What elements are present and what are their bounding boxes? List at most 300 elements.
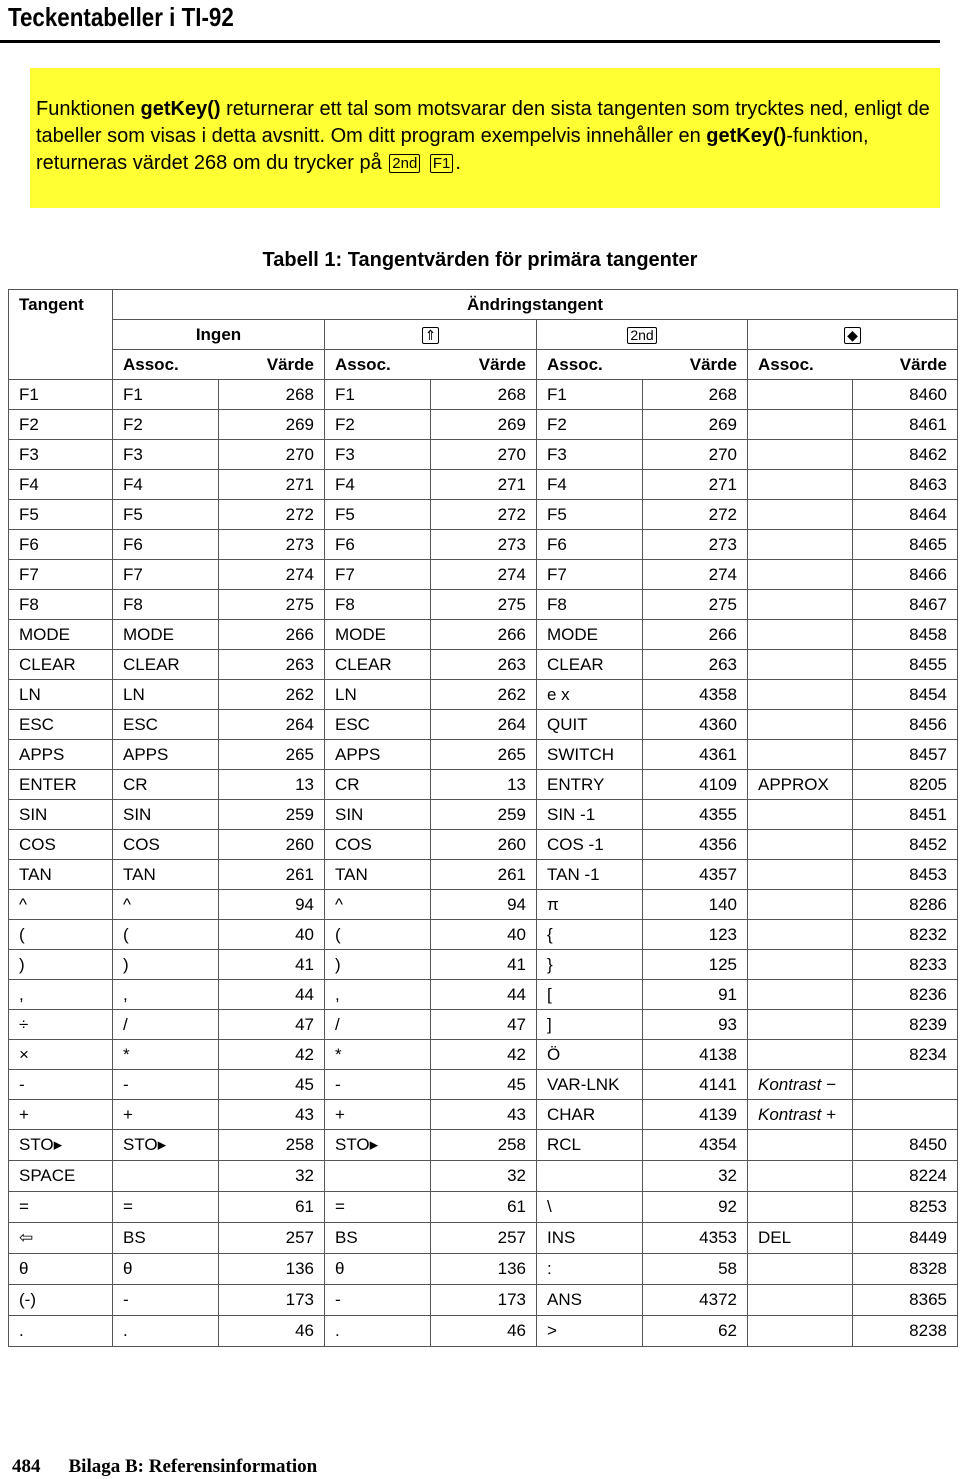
- cell-shift-value: 42: [431, 1040, 537, 1070]
- cell-key-name: SPACE: [9, 1161, 113, 1192]
- cell-none-value: 46: [219, 1316, 325, 1347]
- cell-second-value: 4356: [643, 830, 748, 860]
- cell-shift-value: 261: [431, 860, 537, 890]
- page-title: Teckentabeller i TI-92: [8, 2, 234, 32]
- cell-shift-assoc: STO▸: [325, 1130, 431, 1161]
- cell-shift-assoc: MODE: [325, 620, 431, 650]
- cell-diamond-value: 8458: [853, 620, 958, 650]
- cell-shift-value: 268: [431, 380, 537, 410]
- cell-diamond-assoc: [748, 980, 853, 1010]
- table-row: [9, 650, 958, 680]
- cell-none-value: 61: [219, 1192, 325, 1223]
- cell-diamond-assoc: [748, 1040, 853, 1070]
- cell-none-value: 265: [219, 740, 325, 770]
- cell-diamond-value: 8460: [853, 380, 958, 410]
- cell-diamond-assoc: APPROX: [748, 770, 853, 800]
- cell-none-assoc: TAN: [113, 860, 219, 890]
- cell-none-value: 262: [219, 680, 325, 710]
- cell-key-name: F1: [9, 380, 113, 410]
- cell-none-value: 261: [219, 860, 325, 890]
- cell-second-value: 4361: [643, 740, 748, 770]
- cell-none-value: 43: [219, 1100, 325, 1130]
- page-footer: [12, 1456, 317, 1478]
- cell-none-assoc: -: [113, 1285, 219, 1316]
- cell-shift-value: 269: [431, 410, 537, 440]
- cell-shift-assoc: F7: [325, 560, 431, 590]
- cell-diamond-value: [853, 1070, 958, 1100]
- cell-second-assoc: F5: [537, 500, 643, 530]
- cell-diamond-assoc: [748, 680, 853, 710]
- cell-shift-assoc: (: [325, 920, 431, 950]
- table-row: [9, 980, 958, 1010]
- cell-second-value: 274: [643, 560, 748, 590]
- cell-second-assoc: F4: [537, 470, 643, 500]
- table-row: [9, 410, 958, 440]
- table-row: [9, 1285, 958, 1316]
- cell-key-name: F8: [9, 590, 113, 620]
- cell-none-assoc: θ: [113, 1254, 219, 1285]
- key-2nd-icon: 2nd: [389, 154, 420, 173]
- cell-second-value: 272: [643, 500, 748, 530]
- table-row: [9, 830, 958, 860]
- cell-second-assoc: TAN -1: [537, 860, 643, 890]
- cell-second-assoc: }: [537, 950, 643, 980]
- cell-diamond-value: 8452: [853, 830, 958, 860]
- table-row: [9, 1040, 958, 1070]
- cell-second-value: 273: [643, 530, 748, 560]
- cell-none-assoc: (: [113, 920, 219, 950]
- cell-second-assoc: QUIT: [537, 710, 643, 740]
- cell-key-name: +: [9, 1100, 113, 1130]
- cell-diamond-value: 8236: [853, 980, 958, 1010]
- cell-key-name: =: [9, 1192, 113, 1223]
- shift-key-icon: ⇑: [422, 327, 440, 344]
- cell-second-assoc: VAR-LNK: [537, 1070, 643, 1100]
- table-row: [9, 1316, 958, 1347]
- cell-none-assoc: *: [113, 1040, 219, 1070]
- cell-second-value: 125: [643, 950, 748, 980]
- cell-second-value: 268: [643, 380, 748, 410]
- header-none: Ingen: [113, 320, 325, 350]
- cell-diamond-value: 8461: [853, 410, 958, 440]
- cell-shift-value: 262: [431, 680, 537, 710]
- cell-shift-value: 173: [431, 1285, 537, 1316]
- cell-shift-value: 272: [431, 500, 537, 530]
- cell-second-assoc: SIN -1: [537, 800, 643, 830]
- cell-second-assoc: MODE: [537, 620, 643, 650]
- table-row: [9, 1161, 958, 1192]
- cell-second-value: 4353: [643, 1223, 748, 1254]
- cell-none-assoc: ^: [113, 890, 219, 920]
- cell-diamond-assoc: [748, 1254, 853, 1285]
- table-row: [9, 710, 958, 740]
- cell-second-value: 271: [643, 470, 748, 500]
- table-row: [9, 1010, 958, 1040]
- cell-second-assoc: ]: [537, 1010, 643, 1040]
- cell-diamond-assoc: [748, 1285, 853, 1316]
- cell-shift-assoc: F3: [325, 440, 431, 470]
- cell-key-name: ×: [9, 1040, 113, 1070]
- cell-second-value: 93: [643, 1010, 748, 1040]
- cell-diamond-value: 8463: [853, 470, 958, 500]
- cell-none-value: 272: [219, 500, 325, 530]
- cell-second-value: 4360: [643, 710, 748, 740]
- cell-none-value: 275: [219, 590, 325, 620]
- table-row: [9, 1100, 958, 1130]
- cell-shift-value: 266: [431, 620, 537, 650]
- cell-diamond-value: 8239: [853, 1010, 958, 1040]
- cell-none-assoc: F7: [113, 560, 219, 590]
- cell-key-name: F7: [9, 560, 113, 590]
- cell-second-assoc: SWITCH: [537, 740, 643, 770]
- cell-second-value: 4358: [643, 680, 748, 710]
- cell-diamond-assoc: [748, 890, 853, 920]
- cell-shift-assoc: CR: [325, 770, 431, 800]
- cell-diamond-value: 8457: [853, 740, 958, 770]
- cell-key-name: .: [9, 1316, 113, 1347]
- cell-second-assoc: F8: [537, 590, 643, 620]
- cell-diamond-assoc: [748, 920, 853, 950]
- cell-second-value: 269: [643, 410, 748, 440]
- cell-none-assoc: CR: [113, 770, 219, 800]
- cell-none-assoc: [113, 1161, 219, 1192]
- cell-shift-assoc: *: [325, 1040, 431, 1070]
- cell-second-assoc: [537, 1161, 643, 1192]
- note-text-pre: Funktionen: [36, 98, 141, 120]
- table-row: [9, 1254, 958, 1285]
- section-title: Bilaga B: Referensinformation: [68, 1456, 318, 1477]
- cell-shift-value: 257: [431, 1223, 537, 1254]
- cell-diamond-assoc: [748, 1010, 853, 1040]
- cell-second-assoc: F3: [537, 440, 643, 470]
- cell-second-value: 123: [643, 920, 748, 950]
- cell-none-value: 264: [219, 710, 325, 740]
- note-text-mid1: returnerar ett tal som motsvarar den sista tangenten som trycktes ned, enligt de tabeller som visas i detta avsnitt. Om ditt program exempelvis innehåller en: [36, 98, 930, 147]
- cell-diamond-value: 8464: [853, 500, 958, 530]
- cell-key-name: APPS: [9, 740, 113, 770]
- cell-key-name: SIN: [9, 800, 113, 830]
- cell-shift-value: 270: [431, 440, 537, 470]
- cell-diamond-assoc: [748, 530, 853, 560]
- cell-none-assoc: /: [113, 1010, 219, 1040]
- cell-none-value: 13: [219, 770, 325, 800]
- cell-diamond-value: 8328: [853, 1254, 958, 1285]
- cell-none-value: 268: [219, 380, 325, 410]
- cell-shift-assoc: [325, 1161, 431, 1192]
- note-text-end: .: [455, 152, 461, 174]
- cell-key-name: ⇦: [9, 1223, 113, 1254]
- cell-shift-assoc: -: [325, 1285, 431, 1316]
- cell-none-value: 42: [219, 1040, 325, 1070]
- cell-second-assoc: F2: [537, 410, 643, 440]
- cell-shift-value: 45: [431, 1070, 537, 1100]
- cell-shift-assoc: F6: [325, 530, 431, 560]
- cell-shift-value: 40: [431, 920, 537, 950]
- cell-shift-value: 61: [431, 1192, 537, 1223]
- cell-diamond-assoc: DEL: [748, 1223, 853, 1254]
- cell-none-assoc: .: [113, 1316, 219, 1347]
- header-value: Värde: [431, 350, 537, 380]
- cell-shift-assoc: APPS: [325, 740, 431, 770]
- cell-second-value: 4372: [643, 1285, 748, 1316]
- cell-second-value: 4138: [643, 1040, 748, 1070]
- cell-second-value: 270: [643, 440, 748, 470]
- cell-diamond-assoc: [748, 830, 853, 860]
- cell-shift-value: 275: [431, 590, 537, 620]
- table-caption: Tabell 1: Tangentvärden för primära tangenter: [262, 249, 698, 271]
- cell-none-value: 32: [219, 1161, 325, 1192]
- cell-shift-assoc: θ: [325, 1254, 431, 1285]
- cell-second-value: 4139: [643, 1100, 748, 1130]
- header-value: Värde: [643, 350, 748, 380]
- cell-diamond-value: 8205: [853, 770, 958, 800]
- cell-shift-value: 136: [431, 1254, 537, 1285]
- cell-diamond-assoc: [748, 560, 853, 590]
- cell-none-assoc: ,: [113, 980, 219, 1010]
- cell-none-assoc: F4: [113, 470, 219, 500]
- table-row: [9, 530, 958, 560]
- cell-key-name: ^: [9, 890, 113, 920]
- cell-diamond-assoc: [748, 500, 853, 530]
- cell-none-value: 259: [219, 800, 325, 830]
- cell-second-assoc: COS -1: [537, 830, 643, 860]
- cell-shift-assoc: F2: [325, 410, 431, 440]
- table-row: [9, 1070, 958, 1100]
- cell-second-value: 263: [643, 650, 748, 680]
- cell-none-assoc: ESC: [113, 710, 219, 740]
- cell-shift-value: 258: [431, 1130, 537, 1161]
- key-code-table: [8, 289, 958, 1347]
- cell-shift-assoc: SIN: [325, 800, 431, 830]
- cell-shift-assoc: ^: [325, 890, 431, 920]
- cell-second-assoc: e x: [537, 680, 643, 710]
- cell-none-assoc: F1: [113, 380, 219, 410]
- cell-none-assoc: APPS: [113, 740, 219, 770]
- cell-none-assoc: -: [113, 1070, 219, 1100]
- cell-diamond-value: 8286: [853, 890, 958, 920]
- table-row: [9, 620, 958, 650]
- cell-none-value: 47: [219, 1010, 325, 1040]
- cell-diamond-assoc: [748, 650, 853, 680]
- table-row: [9, 860, 958, 890]
- cell-shift-value: 32: [431, 1161, 537, 1192]
- cell-none-assoc: F2: [113, 410, 219, 440]
- cell-diamond-assoc: [748, 620, 853, 650]
- cell-none-assoc: SIN: [113, 800, 219, 830]
- cell-shift-value: 274: [431, 560, 537, 590]
- cell-shift-value: 260: [431, 830, 537, 860]
- cell-none-value: 271: [219, 470, 325, 500]
- cell-second-assoc: RCL: [537, 1130, 643, 1161]
- table-row: [9, 1223, 958, 1254]
- cell-diamond-value: 8451: [853, 800, 958, 830]
- cell-key-name: θ: [9, 1254, 113, 1285]
- cell-none-assoc: F5: [113, 500, 219, 530]
- getkey-note-box: [30, 68, 940, 208]
- cell-key-name: F5: [9, 500, 113, 530]
- cell-none-value: 274: [219, 560, 325, 590]
- cell-none-assoc: COS: [113, 830, 219, 860]
- table-row: [9, 740, 958, 770]
- title-rule: [0, 40, 940, 43]
- cell-second-assoc: ANS: [537, 1285, 643, 1316]
- cell-diamond-assoc: Kontrast +: [748, 1100, 853, 1130]
- cell-second-assoc: \: [537, 1192, 643, 1223]
- cell-shift-assoc: F5: [325, 500, 431, 530]
- second-key-icon: 2nd: [627, 327, 656, 344]
- table-row: [9, 800, 958, 830]
- cell-shift-value: 271: [431, 470, 537, 500]
- cell-none-value: 41: [219, 950, 325, 980]
- key-code-rows: [9, 380, 958, 1347]
- table-row: [9, 500, 958, 530]
- cell-second-value: 4354: [643, 1130, 748, 1161]
- cell-diamond-value: 8365: [853, 1285, 958, 1316]
- cell-shift-assoc: .: [325, 1316, 431, 1347]
- cell-none-value: 45: [219, 1070, 325, 1100]
- cell-diamond-value: 8466: [853, 560, 958, 590]
- cell-second-value: 32: [643, 1161, 748, 1192]
- cell-diamond-value: 8450: [853, 1130, 958, 1161]
- cell-none-assoc: +: [113, 1100, 219, 1130]
- header-value: Värde: [219, 350, 325, 380]
- cell-second-value: 4355: [643, 800, 748, 830]
- cell-diamond-value: 8233: [853, 950, 958, 980]
- cell-second-value: 58: [643, 1254, 748, 1285]
- cell-shift-assoc: -: [325, 1070, 431, 1100]
- cell-second-assoc: π: [537, 890, 643, 920]
- table-row: [9, 470, 958, 500]
- cell-diamond-assoc: Kontrast −: [748, 1070, 853, 1100]
- note-function-name: getKey(): [140, 98, 221, 120]
- cell-key-name: STO▸: [9, 1130, 113, 1161]
- cell-second-assoc: CLEAR: [537, 650, 643, 680]
- cell-diamond-assoc: [748, 1192, 853, 1223]
- page-number: 484: [12, 1456, 41, 1477]
- cell-none-value: 273: [219, 530, 325, 560]
- cell-shift-value: 264: [431, 710, 537, 740]
- cell-none-assoc: BS: [113, 1223, 219, 1254]
- cell-shift-assoc: ESC: [325, 710, 431, 740]
- cell-second-assoc: >: [537, 1316, 643, 1347]
- cell-shift-value: 44: [431, 980, 537, 1010]
- cell-diamond-value: 8453: [853, 860, 958, 890]
- cell-none-assoc: MODE: [113, 620, 219, 650]
- cell-diamond-assoc: [748, 1316, 853, 1347]
- cell-none-assoc: F8: [113, 590, 219, 620]
- cell-second-value: 4141: [643, 1070, 748, 1100]
- cell-shift-value: 41: [431, 950, 537, 980]
- table-row: [9, 890, 958, 920]
- cell-second-assoc: INS: [537, 1223, 643, 1254]
- table-row: [9, 680, 958, 710]
- cell-diamond-assoc: [748, 1130, 853, 1161]
- table-row: [9, 1192, 958, 1223]
- cell-shift-assoc: =: [325, 1192, 431, 1223]
- table-row: [9, 920, 958, 950]
- cell-none-value: 269: [219, 410, 325, 440]
- cell-none-value: 136: [219, 1254, 325, 1285]
- cell-second-assoc: F1: [537, 380, 643, 410]
- cell-none-value: 260: [219, 830, 325, 860]
- cell-second-value: 4357: [643, 860, 748, 890]
- cell-none-value: 40: [219, 920, 325, 950]
- cell-none-assoc: ): [113, 950, 219, 980]
- cell-none-assoc: =: [113, 1192, 219, 1223]
- cell-shift-assoc: COS: [325, 830, 431, 860]
- cell-key-name: ÷: [9, 1010, 113, 1040]
- cell-shift-value: 47: [431, 1010, 537, 1040]
- header-value: Värde: [853, 350, 958, 380]
- cell-second-assoc: F7: [537, 560, 643, 590]
- cell-key-name: (: [9, 920, 113, 950]
- cell-diamond-value: 8449: [853, 1223, 958, 1254]
- cell-none-assoc: F6: [113, 530, 219, 560]
- cell-diamond-value: 8454: [853, 680, 958, 710]
- cell-diamond-assoc: [748, 470, 853, 500]
- cell-shift-assoc: BS: [325, 1223, 431, 1254]
- cell-key-name: COS: [9, 830, 113, 860]
- cell-shift-assoc: CLEAR: [325, 650, 431, 680]
- cell-shift-value: 273: [431, 530, 537, 560]
- cell-shift-assoc: ,: [325, 980, 431, 1010]
- cell-second-value: 92: [643, 1192, 748, 1223]
- cell-key-name: F4: [9, 470, 113, 500]
- cell-diamond-value: [853, 1100, 958, 1130]
- table-row: [9, 380, 958, 410]
- cell-key-name: TAN: [9, 860, 113, 890]
- cell-diamond-value: 8238: [853, 1316, 958, 1347]
- cell-key-name: ): [9, 950, 113, 980]
- table-row: [9, 770, 958, 800]
- cell-shift-assoc: /: [325, 1010, 431, 1040]
- cell-key-name: ENTER: [9, 770, 113, 800]
- cell-shift-assoc: +: [325, 1100, 431, 1130]
- cell-diamond-value: 8456: [853, 710, 958, 740]
- cell-second-assoc: [: [537, 980, 643, 1010]
- cell-none-value: 266: [219, 620, 325, 650]
- cell-shift-assoc: F4: [325, 470, 431, 500]
- cell-diamond-value: 8462: [853, 440, 958, 470]
- cell-shift-value: 263: [431, 650, 537, 680]
- cell-key-name: -: [9, 1070, 113, 1100]
- cell-diamond-value: 8465: [853, 530, 958, 560]
- cell-shift-assoc: ): [325, 950, 431, 980]
- cell-key-name: (-): [9, 1285, 113, 1316]
- cell-key-name: ESC: [9, 710, 113, 740]
- cell-none-value: 257: [219, 1223, 325, 1254]
- table-row: [9, 590, 958, 620]
- cell-diamond-assoc: [748, 710, 853, 740]
- key-f1-icon: F1: [430, 154, 454, 173]
- cell-diamond-assoc: [748, 860, 853, 890]
- cell-diamond-assoc: [748, 1161, 853, 1192]
- cell-none-assoc: LN: [113, 680, 219, 710]
- cell-second-assoc: :: [537, 1254, 643, 1285]
- table-row: [9, 560, 958, 590]
- cell-none-value: 263: [219, 650, 325, 680]
- cell-shift-value: 43: [431, 1100, 537, 1130]
- cell-shift-value: 94: [431, 890, 537, 920]
- cell-none-value: 173: [219, 1285, 325, 1316]
- cell-shift-value: 13: [431, 770, 537, 800]
- cell-diamond-value: 8232: [853, 920, 958, 950]
- cell-diamond-assoc: [748, 740, 853, 770]
- cell-key-name: LN: [9, 680, 113, 710]
- cell-shift-value: 265: [431, 740, 537, 770]
- cell-second-assoc: {: [537, 920, 643, 950]
- cell-shift-assoc: TAN: [325, 860, 431, 890]
